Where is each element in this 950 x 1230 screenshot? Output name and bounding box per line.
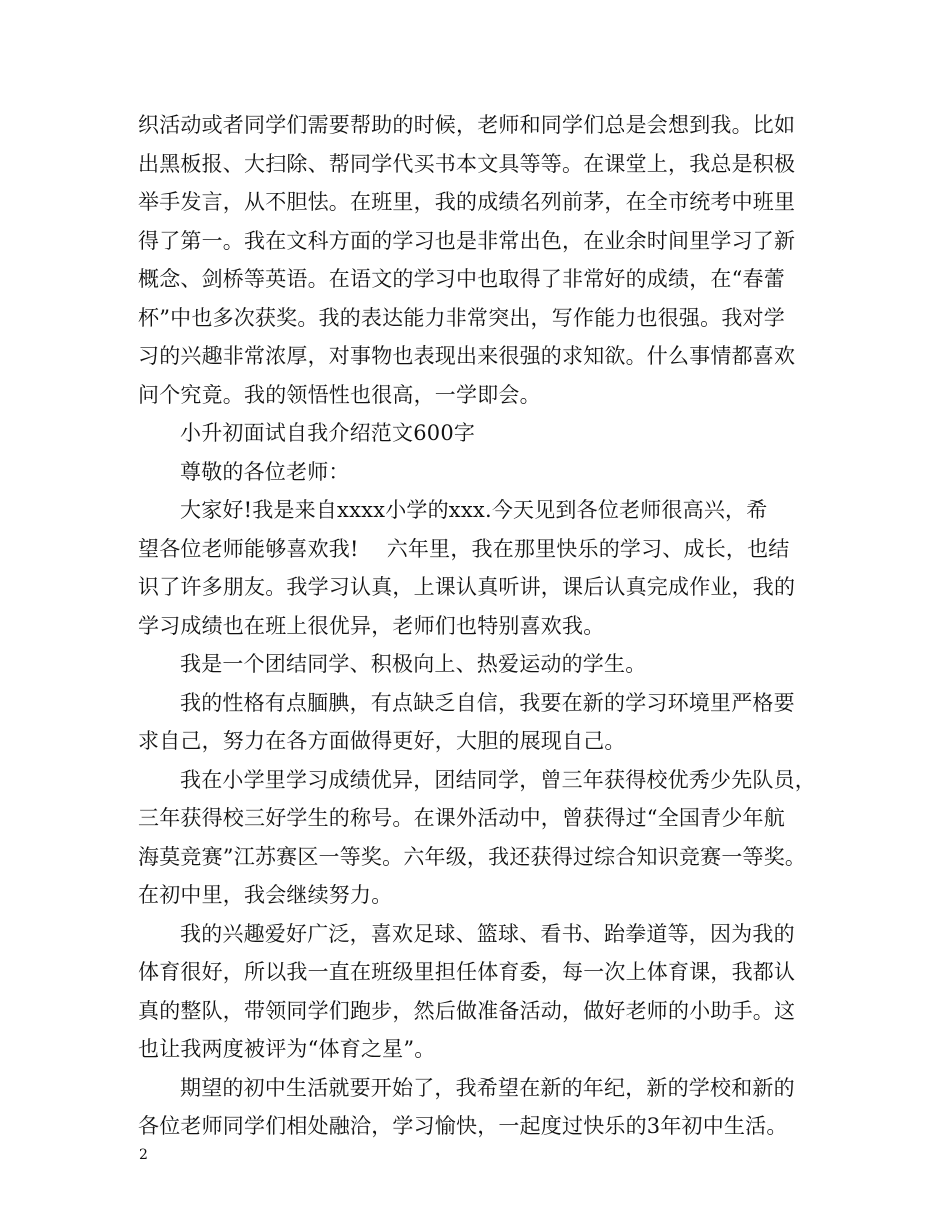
text-line: 识了许多朋友。我学习认真，上课认真听讲，课后认真完成作业，我的	[138, 575, 796, 599]
text-line: 概念、剑桥等英语。在语文的学习中也取得了非常好的成绩，在“春蕾	[138, 267, 785, 291]
text-line: 出黑板报、大扫除、帮同学代买书本文具等等。在课堂上，我总是积极	[138, 151, 796, 176]
text-line: 望各位老师能够喜欢我! 六年里，我在那里快乐的学习、成长，也结	[138, 536, 790, 561]
text-line: 我的性格有点腼腆，有点缺乏自信，我要在新的学习环境里严格要	[180, 690, 795, 715]
text-line: 也让我两度被评为“体育之星”。	[138, 1037, 436, 1061]
text-line: 大家好!我是来自xxxx小学的xxx.今天见到各位老师很高兴，希	[180, 498, 768, 522]
text-line: 体育很好，所以我一直在班级里担任体育委，每一次上体育课，我都认	[138, 960, 796, 984]
text-line: 三年获得校三好学生的称号。在课外活动中，曾获得过“全国青少年航	[138, 806, 785, 830]
text-line: 举手发言，从不胆怯。在班里，我的成绩名列前茅，在全市统考中班里	[138, 190, 796, 214]
text-line: 在初中里，我会继续努力。	[138, 883, 393, 907]
text-line: 学习成绩也在班上很优异，老师们也特别喜欢我。	[138, 613, 605, 638]
text-line: 我的兴趣爱好广泛，喜欢足球、篮球、看书、跆拳道等，因为我的	[180, 921, 795, 946]
text-line: 期望的初中生活就要开始了，我希望在新的年纪，新的学校和新的	[180, 1075, 795, 1100]
text-line: 尊敬的各位老师：	[180, 459, 350, 484]
body-text	[138, 106, 828, 1146]
page-number: 2	[139, 1147, 148, 1163]
text-line: 我是一个团结同学、积极向上、热爱运动的学生。	[180, 652, 647, 676]
text-line: 真的整队，带领同学们跑步，然后做准备活动，做好老师的小助手。这	[138, 998, 796, 1023]
text-line: 小升初面试自我介绍范文600字	[180, 421, 476, 445]
text-line: 求自己，努力在各方面做得更好，大胆的展现自己。	[138, 729, 626, 753]
text-line: 杯”中也多次获奖。我的表达能力非常突出，写作能力也很强。我对学	[138, 305, 785, 330]
text-line: 我在小学里学习成绩优异，团结同学，曾三年获得校优秀少先队员，	[180, 767, 816, 792]
text-line: 各位老师同学们相处融洽，学习愉快，一起度过快乐的3年初中生活。	[138, 1114, 788, 1138]
text-line: 织活动或者同学们需要帮助的时候，老师和同学们总是会想到我。比如	[138, 113, 796, 137]
text-line: 得了第一。我在文科方面的学习也是非常出色，在业余时间里学习了新	[138, 228, 796, 253]
text-line: 海莫竞赛”江苏赛区一等奖。六年级，我还获得过综合知识竞赛一等奖。	[138, 844, 807, 869]
text-line: 问个究竟。我的领悟性也很高，一学即会。	[138, 382, 541, 407]
text-line: 习的兴趣非常浓厚，对事物也表现出来很强的求知欲。什么事情都喜欢	[138, 344, 796, 368]
